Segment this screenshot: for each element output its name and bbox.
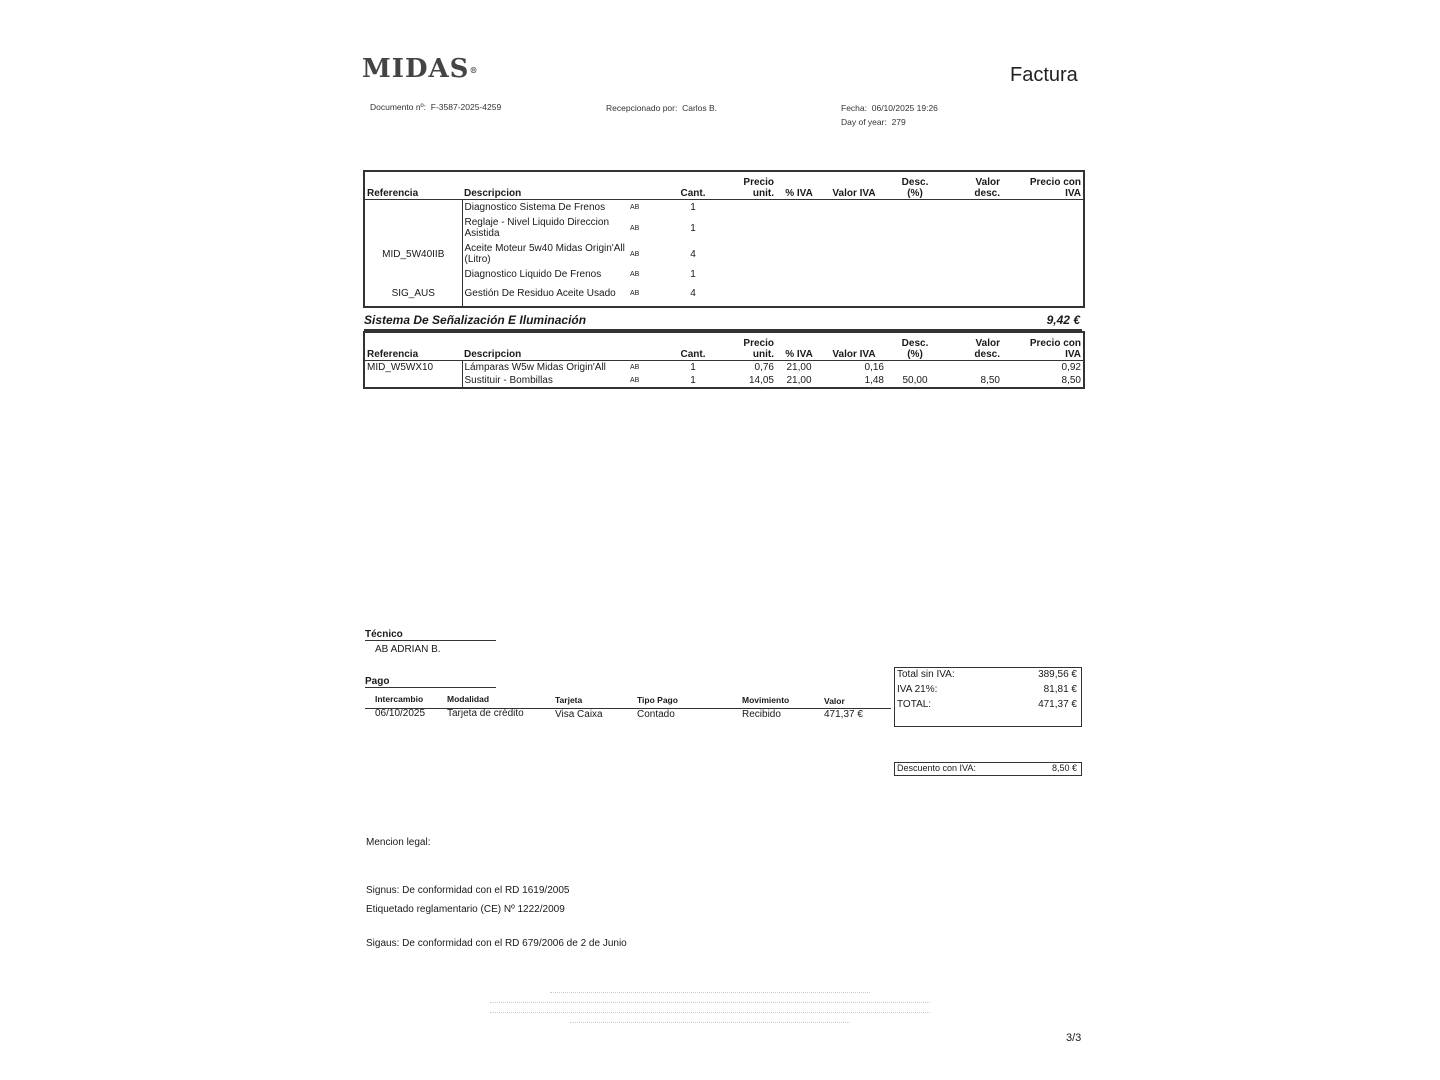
col-referencia: Referencia [364, 171, 462, 199]
items-table-2 [363, 331, 1085, 389]
col-pct-iva: % IVA [776, 171, 822, 199]
mencion-legal: Mencion legal: [366, 837, 431, 848]
pago-col-tarjeta: Tarjeta [555, 695, 583, 705]
pago-col-valor: Valor [824, 696, 845, 706]
col-precio-unit: Precio unit. [722, 171, 776, 199]
pago-col-intercambio: Intercambio [375, 694, 424, 704]
pago-header-row [365, 694, 891, 709]
recepcionado [606, 103, 717, 113]
iva-total: IVA 21%: 81,81 € [897, 684, 1077, 695]
tecnico-value: AB ADRIAN B. [375, 644, 441, 655]
fecha [841, 103, 938, 113]
documento-label: Documento nº: [370, 102, 427, 112]
descuento-box [894, 762, 1082, 776]
day-label: Day of year: [841, 117, 887, 127]
col-cant: Cant. [664, 171, 722, 199]
document-title: Factura [1010, 64, 1078, 86]
pago-col-movimiento: Movimiento [742, 695, 790, 705]
page-number: 3/3 [1066, 1032, 1082, 1044]
col-descripcion: Descripcion [462, 332, 628, 360]
table-row: Diagnostico Liquido De Frenos AB 1 [364, 267, 1084, 281]
col-pct-iva: % IVA [776, 332, 822, 360]
col-cant: Cant. [664, 332, 722, 360]
table-header-row [364, 171, 1084, 199]
table-row: Diagnostico Sistema De Frenos AB 1 [364, 199, 1084, 215]
col-tech [628, 171, 664, 199]
table-row: MID_W5WX10 Lámparas W5w Midas Origin'All AB 1 0,76 21,00 0,16 0,92 [364, 360, 1084, 374]
col-desc-pct: Desc. (%) [886, 171, 944, 199]
col-valor-desc: Valor desc. [944, 171, 1002, 199]
col-descripcion: Descripcion [462, 171, 628, 199]
col-precio-unit: Precio unit. [722, 332, 776, 360]
col-valor-iva: Valor IVA [822, 332, 886, 360]
etiquetado-note: Etiquetado reglamentario (CE) Nº 1222/2009 [366, 904, 565, 915]
documento-value: F-3587-2025-4259 [430, 102, 502, 112]
signus-note: Signus: De conformidad con el RD 1619/2005 [366, 885, 570, 896]
items-table-1 [363, 170, 1085, 308]
documento-number [370, 102, 501, 112]
fecha-value: 06/10/2025 19:26 [871, 103, 938, 113]
sigaus-note: Sigaus: De conformidad con el RD 679/2006 de 2 de Junio [366, 938, 627, 949]
pago-col-modalidad: Modalidad [447, 694, 490, 704]
table-header-row [364, 332, 1084, 360]
section-amount: 9,42 € [1046, 313, 1080, 327]
table-row: Reglaje - Nivel Liquido Direccion Asistida AB 1 [364, 215, 1084, 241]
recepcionado-label: Recepcionado por: [606, 103, 678, 113]
table-row: SIG_AUS Gestión De Residuo Aceite Usado AB 4 [364, 281, 1084, 307]
fecha-label: Fecha: [841, 103, 867, 113]
pago-col-tipo: Tipo Pago [637, 695, 678, 705]
table-row: MID_5W40IIB Aceite Moteur 5w40 Midas Origin'All (Litro) AB 4 [364, 241, 1084, 267]
col-tech [628, 332, 664, 360]
pago-row: 06/10/2025 Tarjeta de crédito Visa Caixa Contado Recibido 471,37 € [375, 708, 863, 720]
descuento-label: Descuento con IVA: [897, 763, 976, 773]
recepcionado-value: Carlos B. [682, 103, 718, 113]
grand-total: TOTAL: 471,37 € [897, 699, 1077, 710]
section-title [364, 313, 1082, 331]
faded-footer-text [490, 983, 930, 1023]
pago-label: Pago [365, 676, 496, 688]
tecnico-label: Técnico [365, 629, 496, 641]
descuento-value: 8,50 € [1051, 763, 1077, 773]
table-row: Sustituir - Bombillas AB 1 14,05 21,00 1,48 50,00 8,50 8,50 [364, 374, 1084, 388]
col-referencia: Referencia [364, 332, 462, 360]
col-desc-pct: Desc. (%) [886, 332, 944, 360]
col-valor-desc: Valor desc. [944, 332, 1002, 360]
col-precio-iva: Precio con IVA [1002, 332, 1084, 360]
col-valor-iva: Valor IVA [822, 171, 886, 199]
day-value: 279 [891, 117, 906, 127]
col-precio-iva: Precio con IVA [1002, 171, 1084, 199]
midas-logo: MIDAS® [362, 54, 479, 84]
section-name: Sistema De Señalización E Iluminación [364, 313, 587, 327]
total-sin-iva: Total sin IVA: 389,56 € [897, 669, 1077, 680]
day-of-year [841, 117, 906, 127]
totals-box [894, 667, 1082, 727]
